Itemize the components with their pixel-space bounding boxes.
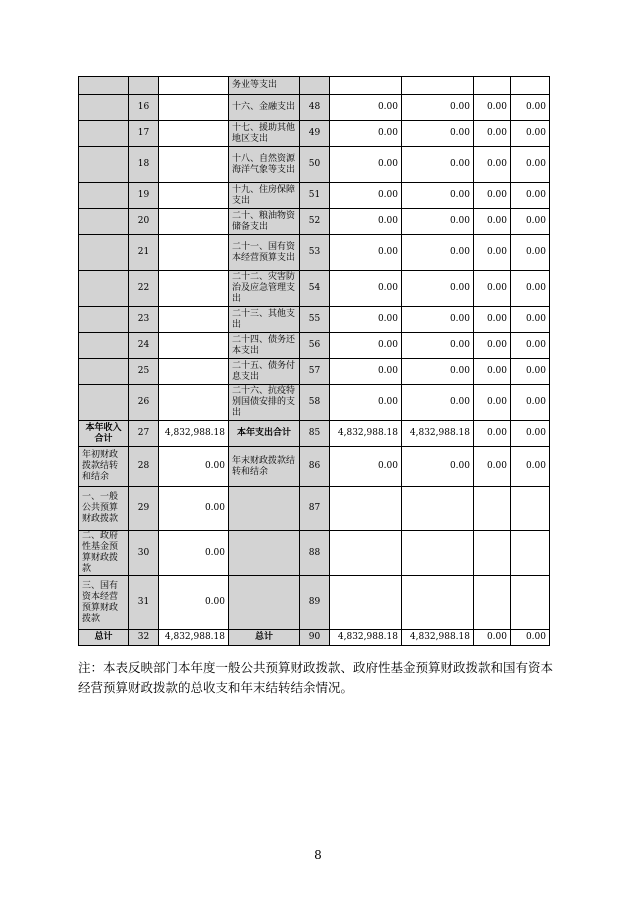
income-label: 一、一般公共预算财政拨款 [79, 487, 129, 531]
table-row [79, 77, 550, 95]
cell-blank [79, 183, 129, 209]
cell-blank [79, 333, 129, 359]
income-label: 三、国有资本经营预算财政拨款 [79, 576, 129, 630]
row-number: 17 [129, 121, 159, 147]
capital-budget-amount: 0.00 [511, 147, 550, 183]
total-amount: 0.00 [330, 95, 402, 121]
total-amount: 4,832,988.18 [330, 630, 402, 646]
cell-blank [229, 531, 300, 576]
table-row [79, 421, 550, 447]
total-amount: 0.00 [330, 359, 402, 385]
capital-budget-amount: 0.00 [511, 209, 550, 235]
fund-budget-amount: 0.00 [474, 307, 511, 333]
cell-blank [474, 576, 511, 630]
income-label: 总计 [79, 630, 129, 646]
cell-blank [79, 359, 129, 385]
row-number: 31 [129, 576, 159, 630]
cell-blank [300, 77, 330, 95]
cell-blank [159, 121, 229, 147]
line-number: 88 [300, 531, 330, 576]
total-amount: 0.00 [330, 271, 402, 307]
line-number: 52 [300, 209, 330, 235]
expense-label: 本年支出合计 [229, 421, 300, 447]
income-label: 年初财政拨款结转和结余 [79, 447, 129, 487]
fund-budget-amount: 0.00 [474, 121, 511, 147]
cell-blank [330, 531, 402, 576]
page-number: 8 [314, 848, 322, 862]
capital-budget-amount: 0.00 [511, 630, 550, 646]
expense-item: 务业等支出 [229, 77, 300, 95]
cell-blank [511, 531, 550, 576]
line-number: 54 [300, 271, 330, 307]
expense-item: 二十五、债务付息支出 [229, 359, 300, 385]
cell-blank [79, 209, 129, 235]
row-number: 20 [129, 209, 159, 235]
table-row [79, 121, 550, 147]
total-amount: 4,832,988.18 [330, 421, 402, 447]
row-number: 19 [129, 183, 159, 209]
expense-item: 二十二、灾害防治及应急管理支出 [229, 271, 300, 307]
row-number: 30 [129, 531, 159, 576]
income-amount: 0.00 [159, 487, 229, 531]
capital-budget-amount: 0.00 [511, 271, 550, 307]
cell-blank [159, 235, 229, 271]
line-number: 49 [300, 121, 330, 147]
cell-blank [229, 487, 300, 531]
line-number: 51 [300, 183, 330, 209]
row-number: 21 [129, 235, 159, 271]
table-row [79, 95, 550, 121]
capital-budget-amount: 0.00 [511, 421, 550, 447]
income-label: 本年收入合计 [79, 421, 129, 447]
table-row [79, 630, 550, 646]
cell-blank [402, 487, 474, 531]
expense-item: 十七、援助其他地区支出 [229, 121, 300, 147]
total-amount: 0.00 [330, 333, 402, 359]
row-number: 24 [129, 333, 159, 359]
total-amount: 0.00 [330, 447, 402, 487]
general-budget-amount: 0.00 [402, 235, 474, 271]
general-budget-amount: 0.00 [402, 271, 474, 307]
table-row [79, 271, 550, 307]
cell-blank [159, 209, 229, 235]
cell-blank [79, 147, 129, 183]
fund-budget-amount: 0.00 [474, 630, 511, 646]
table-note: 注：本表反映部门本年度一般公共预算财政拨款、政府性基金预算财政拨款和国有资本经营预算财政拨款的总收支和年末结转结余情况。 [78, 660, 554, 695]
fund-budget-amount: 0.00 [474, 333, 511, 359]
capital-budget-amount: 0.00 [511, 359, 550, 385]
income-amount: 4,832,988.18 [159, 421, 229, 447]
general-budget-amount: 0.00 [402, 359, 474, 385]
capital-budget-amount: 0.00 [511, 447, 550, 487]
expense-item: 二十一、国有资本经营预算支出 [229, 235, 300, 271]
cell-blank [511, 576, 550, 630]
row-number: 28 [129, 447, 159, 487]
income-amount: 0.00 [159, 447, 229, 487]
table-row [79, 359, 550, 385]
general-budget-amount: 4,832,988.18 [402, 630, 474, 646]
cell-blank [159, 147, 229, 183]
line-number: 85 [300, 421, 330, 447]
cell-blank [402, 531, 474, 576]
expense-item: 十六、金融支出 [229, 95, 300, 121]
row-number: 29 [129, 487, 159, 531]
table-row [79, 385, 550, 421]
line-number: 58 [300, 385, 330, 421]
fund-budget-amount: 0.00 [474, 95, 511, 121]
cell-blank [79, 121, 129, 147]
line-number: 50 [300, 147, 330, 183]
row-number: 18 [129, 147, 159, 183]
capital-budget-amount: 0.00 [511, 121, 550, 147]
total-amount: 0.00 [330, 147, 402, 183]
fiscal-table-body [79, 77, 550, 646]
table-row [79, 447, 550, 487]
line-number: 57 [300, 359, 330, 385]
expense-item: 十九、住房保障支出 [229, 183, 300, 209]
total-amount: 0.00 [330, 235, 402, 271]
fund-budget-amount: 0.00 [474, 359, 511, 385]
row-number: 23 [129, 307, 159, 333]
table-row [79, 531, 550, 576]
line-number: 86 [300, 447, 330, 487]
cell-blank [330, 77, 402, 95]
capital-budget-amount: 0.00 [511, 307, 550, 333]
cell-blank [79, 77, 129, 95]
line-number: 53 [300, 235, 330, 271]
table-row [79, 147, 550, 183]
cell-blank [159, 183, 229, 209]
row-number: 25 [129, 359, 159, 385]
income-amount: 4,832,988.18 [159, 630, 229, 646]
capital-budget-amount: 0.00 [511, 95, 550, 121]
cell-blank [79, 385, 129, 421]
fund-budget-amount: 0.00 [474, 235, 511, 271]
table-row [79, 333, 550, 359]
fund-budget-amount: 0.00 [474, 271, 511, 307]
fund-budget-amount: 0.00 [474, 183, 511, 209]
table-row [79, 307, 550, 333]
expense-item: 十八、自然资源海洋气象等支出 [229, 147, 300, 183]
cell-blank [402, 77, 474, 95]
line-number: 87 [300, 487, 330, 531]
total-amount: 0.00 [330, 121, 402, 147]
expense-item: 二十、粮油物资储备支出 [229, 209, 300, 235]
capital-budget-amount: 0.00 [511, 183, 550, 209]
cell-blank [79, 95, 129, 121]
fund-budget-amount: 0.00 [474, 447, 511, 487]
cell-blank [330, 576, 402, 630]
income-amount: 0.00 [159, 576, 229, 630]
expense-item: 二十四、债务还本支出 [229, 333, 300, 359]
cell-blank [159, 271, 229, 307]
cell-blank [159, 307, 229, 333]
cell-blank [474, 77, 511, 95]
general-budget-amount: 0.00 [402, 307, 474, 333]
general-budget-amount: 0.00 [402, 447, 474, 487]
line-number: 55 [300, 307, 330, 333]
line-number: 90 [300, 630, 330, 646]
fiscal-table [78, 76, 550, 646]
cell-blank [229, 576, 300, 630]
cell-blank [159, 385, 229, 421]
cell-blank [159, 77, 229, 95]
table-row [79, 209, 550, 235]
cell-blank [159, 95, 229, 121]
capital-budget-amount: 0.00 [511, 385, 550, 421]
cell-blank [129, 77, 159, 95]
line-number: 48 [300, 95, 330, 121]
row-number: 26 [129, 385, 159, 421]
general-budget-amount: 0.00 [402, 147, 474, 183]
total-amount: 0.00 [330, 183, 402, 209]
fund-budget-amount: 0.00 [474, 421, 511, 447]
cell-blank [159, 333, 229, 359]
fund-budget-amount: 0.00 [474, 147, 511, 183]
expense-label: 总计 [229, 630, 300, 646]
general-budget-amount: 0.00 [402, 95, 474, 121]
cell-blank [511, 77, 550, 95]
row-number: 32 [129, 630, 159, 646]
general-budget-amount: 0.00 [402, 121, 474, 147]
table-row [79, 576, 550, 630]
expense-item: 二十六、抗疫特别国债安排的支出 [229, 385, 300, 421]
expense-label: 年末财政拨款结转和结余 [229, 447, 300, 487]
cell-blank [474, 531, 511, 576]
general-budget-amount: 0.00 [402, 385, 474, 421]
income-label: 二、政府性基金预算财政拨款 [79, 531, 129, 576]
cell-blank [474, 487, 511, 531]
cell-blank [79, 271, 129, 307]
row-number: 27 [129, 421, 159, 447]
income-amount: 0.00 [159, 531, 229, 576]
cell-blank [511, 487, 550, 531]
table-row [79, 235, 550, 271]
general-budget-amount: 0.00 [402, 183, 474, 209]
table-row [79, 183, 550, 209]
row-number: 16 [129, 95, 159, 121]
cell-blank [330, 487, 402, 531]
fund-budget-amount: 0.00 [474, 385, 511, 421]
cell-blank [79, 307, 129, 333]
general-budget-amount: 0.00 [402, 209, 474, 235]
total-amount: 0.00 [330, 209, 402, 235]
capital-budget-amount: 0.00 [511, 235, 550, 271]
general-budget-amount: 4,832,988.18 [402, 421, 474, 447]
total-amount: 0.00 [330, 385, 402, 421]
capital-budget-amount: 0.00 [511, 333, 550, 359]
cell-blank [402, 576, 474, 630]
general-budget-amount: 0.00 [402, 333, 474, 359]
total-amount: 0.00 [330, 307, 402, 333]
expense-item: 二十三、其他支出 [229, 307, 300, 333]
row-number: 22 [129, 271, 159, 307]
fund-budget-amount: 0.00 [474, 209, 511, 235]
line-number: 89 [300, 576, 330, 630]
cell-blank [79, 235, 129, 271]
line-number: 56 [300, 333, 330, 359]
table-row [79, 487, 550, 531]
cell-blank [159, 359, 229, 385]
